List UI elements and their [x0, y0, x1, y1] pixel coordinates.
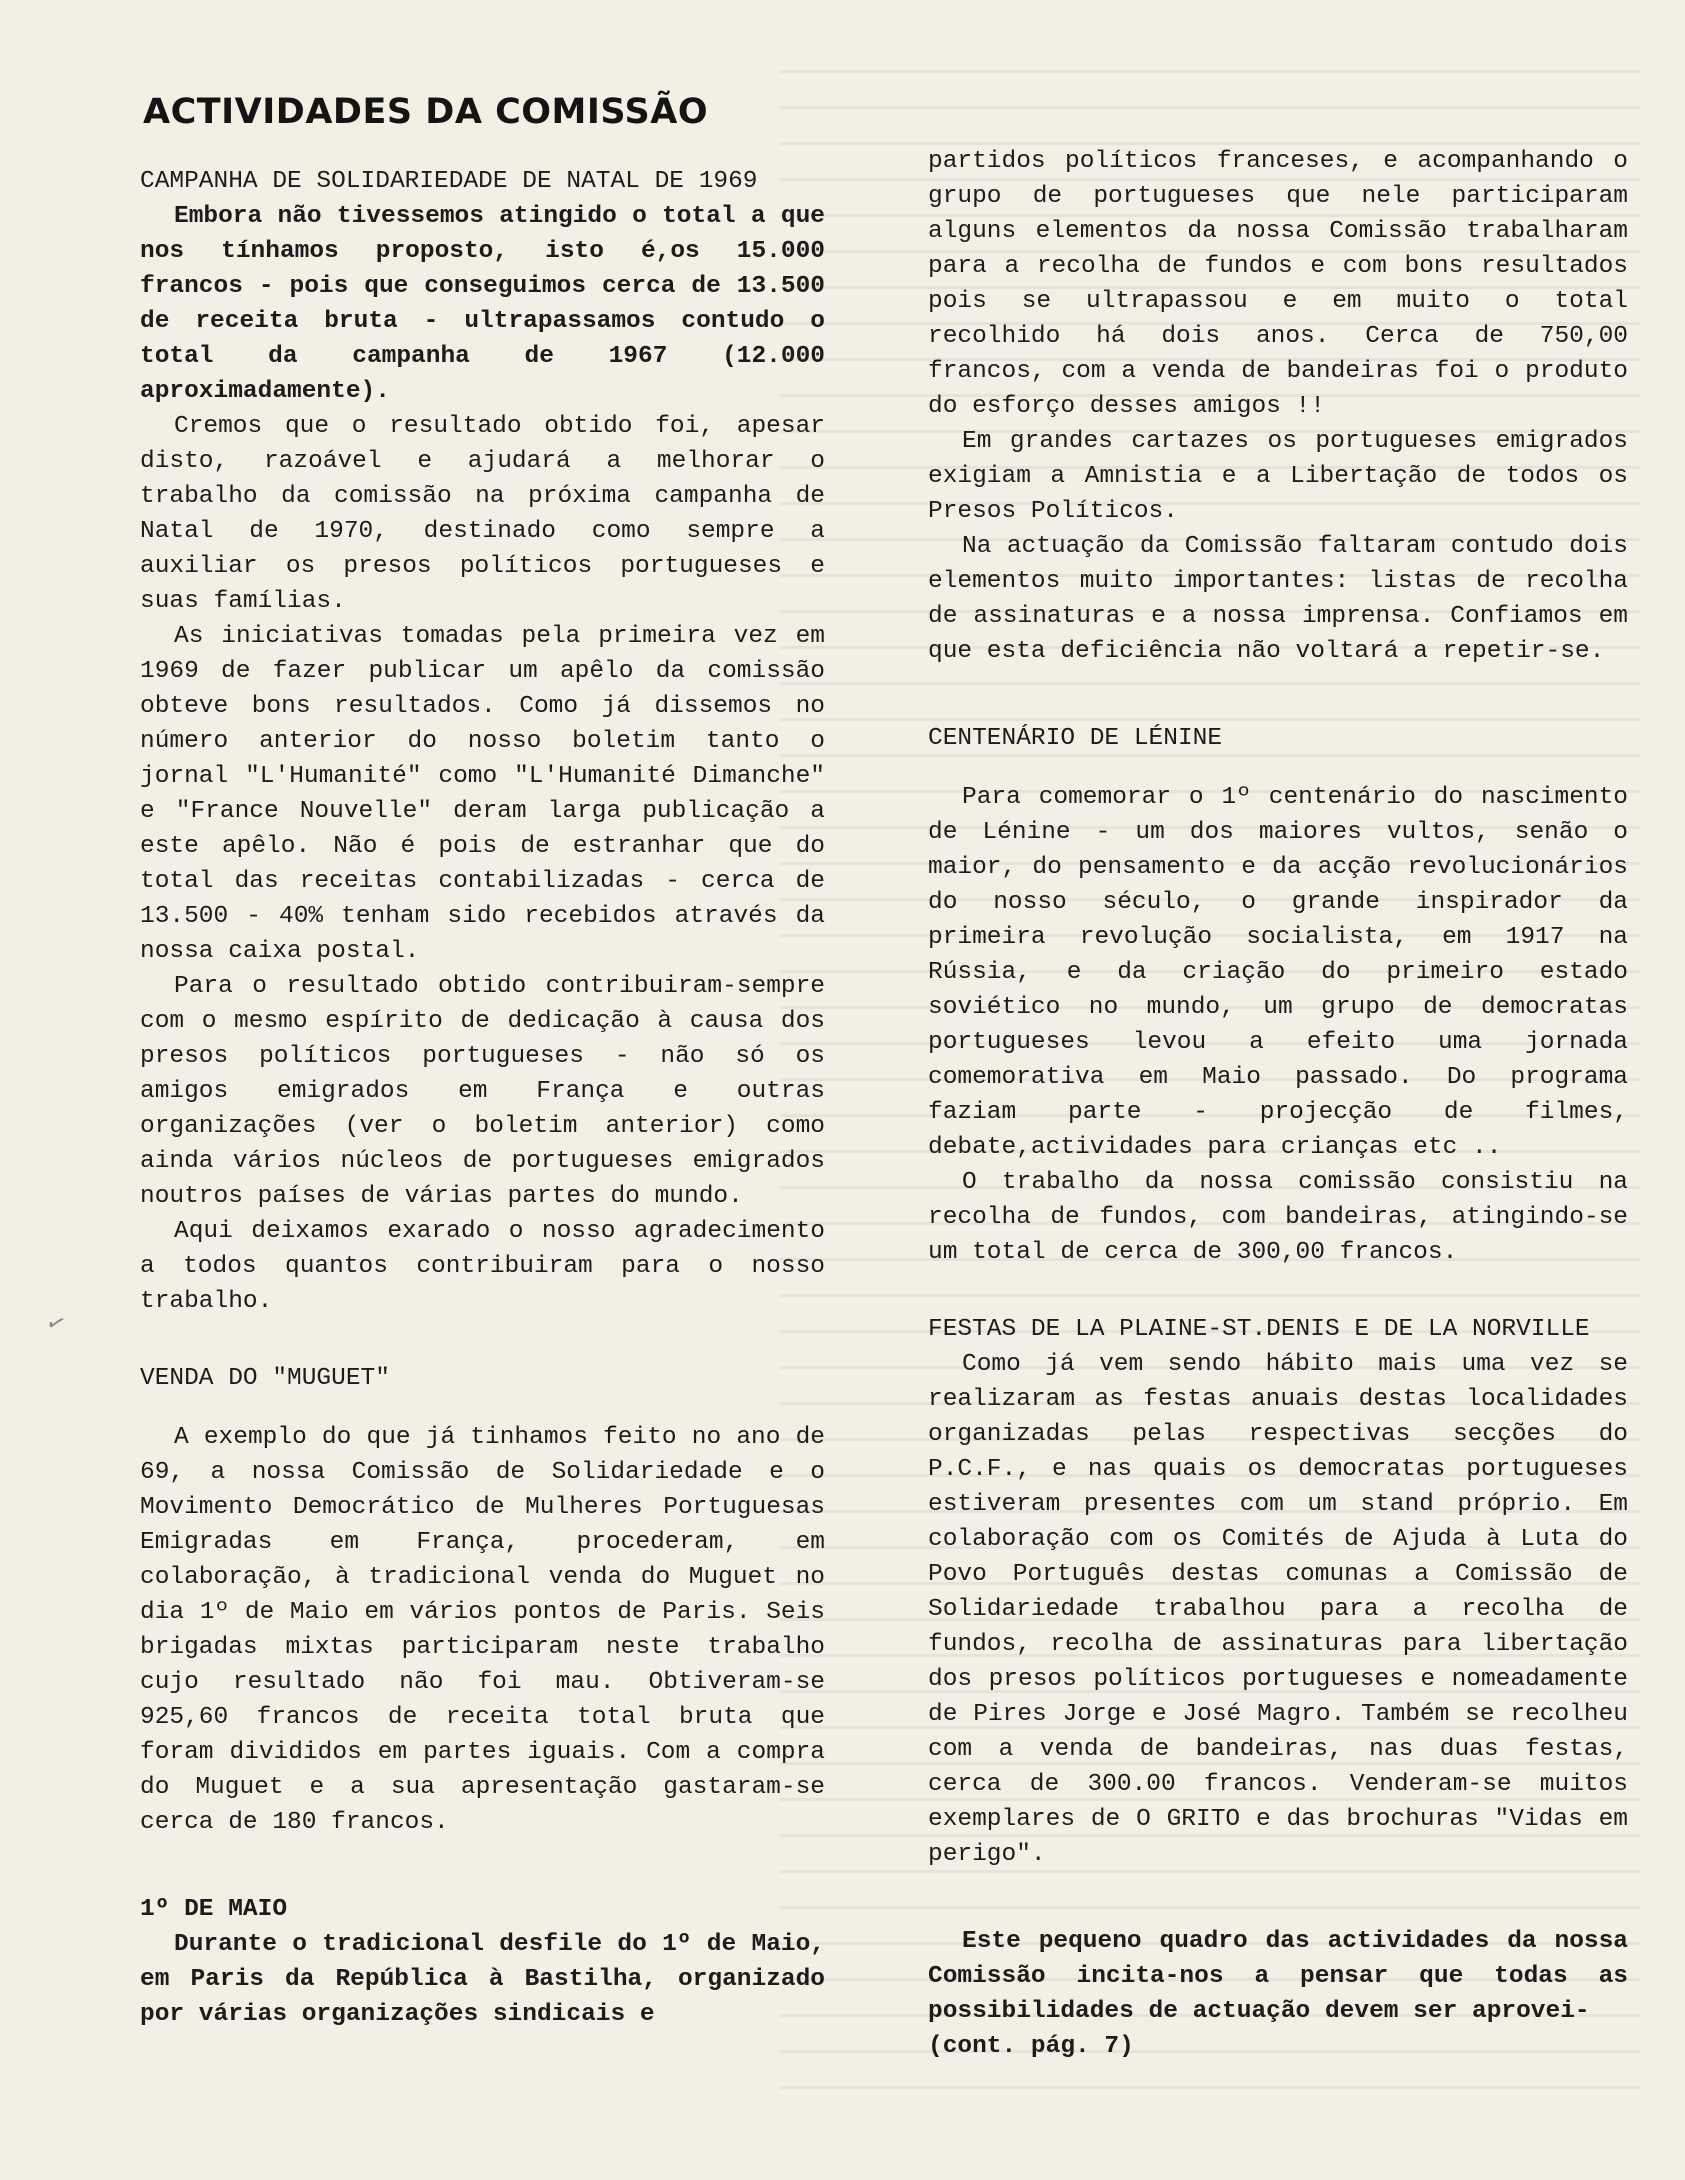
- paragraph: Durante o tradicional desfile do 1º de Maio, em Paris da República à Bastilha, organizado por várias organizações sindicais e: [140, 1931, 825, 2028]
- paragraph: As iniciativas tomadas pela primeira vez em 1969 de fazer publicar um apêlo da comissão obteve bons resultados. Como já dissemos no número anterior do nosso boletim tanto o jornal "L'Humanité" como "L'Humanité Dimanche" e "France Nouvelle" deram larga publicação a este apêlo. Não é pois de estranhar que do total das receitas contabilizadas - cerca de 13.500 - 40% tenham sido recebidos através da nossa caixa postal.: [140, 623, 825, 965]
- section-heading-muguet: VENDA DO "MUGUET": [140, 1365, 390, 1392]
- paragraph: A exemplo do que já tinhamos feito no ano de 69, a nossa Comissão de Solidariedade e o Movimento Democrático de Mulheres Portuguesas Emigradas em França, procederam, em colaboração, à tradicional venda do Muguet no dia 1º de Maio em vários pontos de Paris. Seis brigadas mixtas participaram neste trabalho cujo resultado não foi mau. Obtiveram-se 925,60 francos de receita total bruta que foram divididos em partes iguais. Com a compra do Muguet e a sua apresentação gastaram-se cerca de 180 francos.: [140, 1424, 825, 1836]
- section-heading-festas: FESTAS DE LA PLAINE-ST.DENIS E DE LA NORVILLE: [928, 1316, 1590, 1343]
- left-column: [140, 164, 825, 2032]
- section-heading-lenine: CENTENÁRIO DE LÉNINE: [928, 725, 1223, 752]
- paragraph: Este pequeno quadro das actividades da nossa Comissão incita-nos a pensar que todas as possibilidades de actuação devem ser aprovei-: [928, 1928, 1628, 2025]
- paragraph: Como já vem sendo hábito mais uma vez se realizaram as festas anuais destas localidades organizadas pelas respectivas secções do P.C.F., e nas quais os democratas portugueses estiveram presentes com um stand próprio. Em colaboração com os Comités de Ajuda à Luta do Povo Português destas comunas a Comissão de Solidariedade trabalhou para a recolha de fundos, recolha de assinaturas para libertação dos presos políticos portugueses e nomeadamente de Pires Jorge e José Magro. Também se recolheu com a venda de bandeiras, nas duas festas, cerca de 300.00 francos. Venderam-se muitos exemplares de O GRITO e das brochuras "Vidas em perigo".: [928, 1351, 1628, 1868]
- paragraph: Em grandes cartazes os portugueses emigrados exigiam a Amnistia e a Libertação de todos os Presos Políticos.: [928, 428, 1628, 525]
- paragraph: Para comemorar o 1º centenário do nascimento de Lénine - um dos maiores vultos, senão o maior, do pensamento e da acção revolucionários do nosso século, o grande inspirador da primeira revolução socialista, em 1917 na Rússia, e da criação do primeiro estado soviético no mundo, um grupo de democratas portugueses levou a efeito uma jornada comemorativa em Maio passado. Do programa faziam parte - projecção de filmes, debate,actividades para crianças etc ..: [928, 784, 1628, 1161]
- continued-note: (cont. pág. 7): [928, 2033, 1134, 2060]
- paragraph: Para o resultado obtido contribuiram-sempre com o mesmo espírito de dedicação à causa dos presos políticos portugueses - não só os amigos emigrados em França e outras organizações (ver o boletim anterior) como ainda vários núcleos de portugueses emigrados noutros países de várias partes do mundo.: [140, 973, 825, 1210]
- section-heading-1-maio: 1º DE MAIO: [140, 1896, 288, 1923]
- paragraph: Embora não tivessemos atingido o total a que nos tínhamos proposto, isto é,os 15.000 francos - pois que conseguimos cerca de 13.500 de receita bruta - ultrapassamos contudo o total da campanha de 1967 (12.000 aproximadamente).: [140, 203, 825, 405]
- section-heading-natal: CAMPANHA DE SOLIDARIEDADE DE NATAL DE 1969: [140, 168, 758, 195]
- page-title: ACTIVIDADES DA COMISSÃO: [143, 92, 709, 132]
- paragraph: partidos políticos franceses, e acompanhando o grupo de portugueses que nele participaram alguns elementos da nossa Comissão trabalharam para a recolha de fundos e com bons resultados pois se ultrapassou e em muito o total recolhido há dois anos. Cerca de 750,00 francos, com a venda de bandeiras foi o produto do esforço desses amigos !!: [928, 148, 1628, 420]
- margin-mark: ✓: [43, 1307, 69, 1341]
- paragraph: Aqui deixamos exarado o nosso agradecimento a todos quantos contribuiram para o nosso trabalho.: [140, 1218, 825, 1315]
- right-column: [928, 144, 1628, 2064]
- paragraph: Cremos que o resultado obtido foi, apesar disto, razoável e ajudará a melhorar o trabalho da comissão na próxima campanha de Natal de 1970, destinado como sempre a auxiliar os presos políticos portugueses e suas famílias.: [140, 413, 825, 615]
- paragraph: Na actuação da Comissão faltaram contudo dois elementos muito importantes: listas de recolha de assinaturas e a nossa imprensa. Confiamos em que esta deficiência não voltará a repetir-se.: [928, 533, 1628, 665]
- paragraph: O trabalho da nossa comissão consistiu na recolha de fundos, com bandeiras, atingindo-se um total de cerca de 300,00 francos.: [928, 1169, 1628, 1266]
